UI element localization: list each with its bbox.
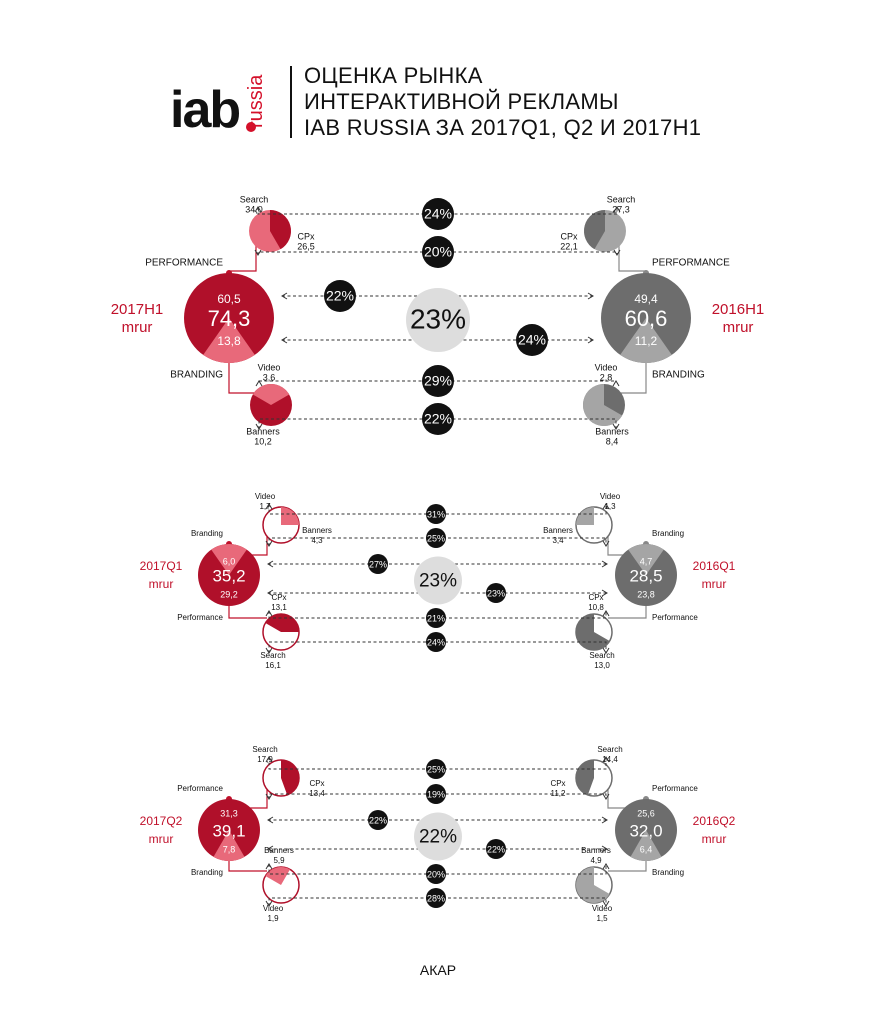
left-top-b-name: Banners	[302, 526, 332, 536]
growth-badge-4-label: 20%	[426, 869, 446, 880]
left-bottom-b-value: 16,1	[265, 661, 281, 671]
right-top-b-value: 3,4	[552, 536, 564, 546]
left-period-label: 2017Q1	[139, 559, 183, 574]
right-bottom-a-name: Banners	[581, 846, 611, 856]
left-top-a-value: 1,7	[259, 502, 271, 512]
left-upper-group-label: Performance	[177, 784, 223, 794]
iab-logo: iab	[170, 81, 240, 139]
right-bottom-b-value: 1,5	[596, 914, 608, 924]
growth-badge-3-label: 23%	[486, 588, 506, 599]
left-bottom-a-name: CPx	[271, 593, 287, 603]
growth-badge-3-label: 24%	[517, 331, 547, 348]
growth-badge-5-label: 22%	[423, 410, 453, 427]
right-upper-value: 4,7	[639, 556, 653, 567]
right-lower-value: 11,2	[634, 334, 658, 349]
right-bottom-b-value: 8,4	[605, 436, 619, 447]
left-top-a-name: Video	[254, 492, 276, 502]
left-bottom-a-value: 13,1	[271, 603, 287, 613]
left-unit-label: mrur	[148, 577, 174, 592]
left-top-b-value: 26,5	[297, 241, 315, 252]
right-period-label: 2016H1	[711, 300, 765, 318]
right-top-a-name: Video	[599, 492, 621, 502]
growth-badge-4-label: 29%	[423, 372, 453, 389]
right-period-label: 2016Q2	[692, 814, 736, 829]
right-upper-group-label: Performance	[652, 784, 698, 794]
left-total-value: 74,3	[207, 305, 251, 331]
left-lower-group-label: Branding	[190, 868, 223, 878]
right-bottom-a-value: 2,8	[599, 372, 613, 383]
right-bottom-a-value: 4,9	[590, 856, 602, 866]
right-lower-value: 6,4	[639, 844, 653, 855]
right-top-a-value: 14,4	[602, 755, 618, 765]
right-unit-label: mrur	[701, 577, 727, 592]
right-top-connector	[619, 241, 646, 273]
right-total-value: 28,5	[629, 566, 663, 586]
right-bottom-connector	[608, 606, 646, 618]
right-top-a-name: Search	[597, 745, 623, 755]
left-upper-group-label: PERFORMANCE	[145, 257, 223, 269]
left-bottom-a-value: 3,6	[262, 372, 276, 383]
right-upper-group-label: Branding	[652, 529, 685, 539]
right-top-b-value: 11,2	[550, 789, 566, 799]
left-total-value: 39,1	[212, 821, 246, 841]
left-bottom-a-name: Video	[257, 362, 281, 373]
left-upper-value: 31,3	[220, 808, 238, 819]
left-top-a-name: Search	[239, 194, 269, 205]
growth-badge-5-label: 24%	[426, 637, 446, 648]
left-upper-group-label: Branding	[190, 529, 223, 539]
left-top-a-name: Search	[252, 745, 278, 755]
left-period-label: 2017Q2	[139, 814, 183, 829]
left-top-b-value: 4,3	[311, 536, 323, 546]
right-bottom-a-name: CPx	[588, 593, 604, 603]
right-top-b-name: CPx	[560, 231, 578, 242]
left-top-small-wedge	[281, 507, 299, 525]
left-bottom-connector	[229, 363, 257, 393]
left-bottom-a-name: Banners	[264, 846, 294, 856]
growth-badge-2-label: 22%	[368, 815, 388, 826]
growth-badge-5-label: 28%	[426, 893, 446, 904]
right-lower-group-label: Performance	[652, 613, 698, 623]
total-growth-badge-label: 23%	[409, 303, 467, 335]
right-top-a-name: Search	[606, 194, 636, 205]
right-bottom-connector	[608, 861, 646, 871]
left-unit-label: mrur	[121, 318, 153, 336]
right-lower-group-label: Branding	[652, 868, 685, 878]
title-line-3: IAB RUSSIA ЗА 2017Q1, Q2 И 2017H1	[304, 115, 702, 140]
right-top-a-value: 1,3	[604, 502, 616, 512]
right-period-label: 2016Q1	[692, 559, 736, 574]
growth-badge-0-label: 25%	[426, 764, 446, 775]
left-bottom-b-name: Search	[260, 651, 286, 661]
right-bottom-connector	[618, 363, 646, 393]
left-lower-group-label: Performance	[177, 613, 223, 623]
growth-badge-3-label: 22%	[486, 844, 506, 855]
growth-badge-0-label: 31%	[426, 509, 446, 520]
right-top-b-name: CPx	[550, 779, 566, 789]
growth-badge-1-label: 19%	[426, 789, 446, 800]
flow-arrow-left-4	[256, 381, 262, 386]
iab-logo-russia: russia	[245, 74, 267, 128]
right-bottom-b-value: 13,0	[594, 661, 610, 671]
right-top-small-wedge	[576, 507, 594, 525]
growth-badge-1-label: 25%	[426, 533, 446, 544]
growth-badge-2-label: 27%	[368, 559, 388, 570]
left-lower-value: 13,8	[217, 334, 241, 349]
right-upper-value: 25,6	[637, 808, 655, 819]
right-top-b-value: 22,1	[560, 241, 578, 252]
title-line-2: ИНТЕРАКТИВНОЙ РЕКЛАМЫ	[304, 89, 619, 114]
right-top-b-name: Banners	[543, 526, 573, 536]
right-bottom-a-value: 10,8	[588, 603, 604, 613]
left-top-b-value: 13,4	[309, 789, 325, 799]
right-total-value: 32,0	[629, 821, 663, 841]
left-bottom-b-name: Banners	[246, 426, 280, 437]
right-lower-group-label: BRANDING	[652, 369, 705, 381]
title-line-1: ОЦЕНКА РЫНКА	[304, 63, 483, 88]
left-total-value: 35,2	[212, 566, 246, 586]
footer-source: АКАР	[419, 962, 457, 978]
left-top-b-name: CPx	[309, 779, 325, 789]
left-top-a-value: 17,9	[257, 755, 273, 765]
left-lower-group-label: BRANDING	[170, 369, 223, 381]
right-unit-label: mrur	[722, 318, 754, 336]
total-growth-badge-label: 23%	[418, 570, 458, 592]
left-period-label: 2017H1	[110, 300, 164, 318]
left-bottom-a-value: 5,9	[273, 856, 285, 866]
left-top-a-value: 34,0	[245, 204, 263, 215]
growth-badge-4-label: 21%	[426, 613, 446, 624]
left-upper-value: 60,5	[217, 292, 241, 307]
growth-badge-1-label: 20%	[423, 243, 453, 260]
right-upper-value: 49,4	[634, 292, 658, 307]
left-lower-value: 7,8	[222, 844, 236, 855]
growth-badge-2-label: 22%	[325, 287, 355, 304]
left-lower-value: 29,2	[220, 589, 238, 600]
right-bottom-a-name: Video	[594, 362, 618, 373]
flow-arrow-right-4	[613, 381, 619, 386]
total-growth-badge-label: 22%	[418, 826, 458, 848]
left-unit-label: mrur	[148, 832, 174, 847]
left-upper-value: 6,0	[222, 556, 236, 567]
left-top-b-name: CPx	[297, 231, 315, 242]
left-bottom-b-name: Video	[262, 904, 284, 914]
left-bottom-connector	[229, 606, 267, 618]
right-upper-group-label: PERFORMANCE	[652, 257, 730, 269]
left-bottom-b-value: 1,9	[267, 914, 279, 924]
right-unit-label: mrur	[701, 832, 727, 847]
right-bottom-b-name: Video	[591, 904, 613, 914]
left-bottom-b-value: 10,2	[254, 436, 272, 447]
left-top-connector	[229, 241, 256, 273]
right-lower-value: 23,8	[637, 589, 655, 600]
right-bottom-b-name: Search	[589, 651, 615, 661]
right-total-value: 60,6	[624, 305, 668, 331]
growth-badge-0-label: 24%	[423, 205, 453, 222]
right-top-a-value: 27,3	[612, 204, 630, 215]
right-bottom-b-name: Banners	[595, 426, 629, 437]
left-bottom-connector	[229, 861, 267, 871]
